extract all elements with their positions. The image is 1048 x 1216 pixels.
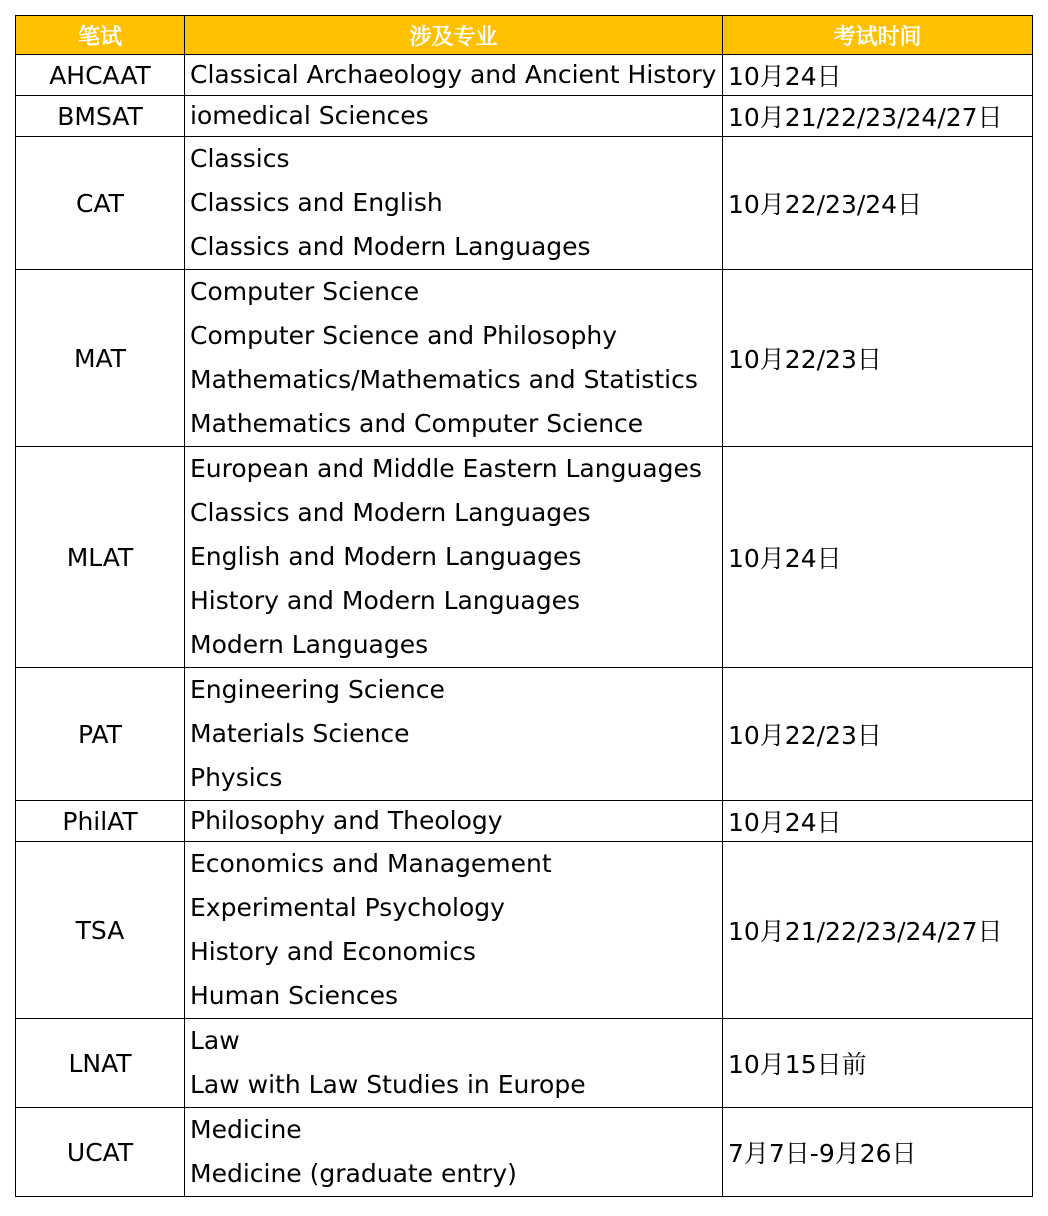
exam-date-cell: 10月21/22/23/24/27日 xyxy=(723,842,1033,1019)
header-row xyxy=(16,16,1033,55)
major-item: Law xyxy=(190,1026,240,1055)
majors-cell xyxy=(185,447,723,668)
exam-name-cell: UCAT xyxy=(16,1108,185,1197)
major-item: Experimental Psychology xyxy=(190,893,505,922)
table-row xyxy=(16,96,1033,137)
exam-date-cell: 7月7日-9月26日 xyxy=(723,1108,1033,1197)
header-exam: 笔试 xyxy=(16,16,185,55)
major-item: Physics xyxy=(190,763,283,792)
major-item: Philosophy and Theology xyxy=(190,806,503,835)
major-item: iomedical Sciences xyxy=(190,101,429,130)
major-item: Classical Archaeology and Ancient History xyxy=(190,60,717,89)
majors-cell xyxy=(185,1019,723,1108)
major-item: History and Modern Languages xyxy=(190,586,581,615)
table-row xyxy=(16,55,1033,96)
major-item: Classics and English xyxy=(190,188,443,217)
exam-table-container xyxy=(15,15,1033,1197)
exam-name-cell: MAT xyxy=(16,270,185,447)
exam-name-cell: TSA xyxy=(16,842,185,1019)
exam-name-cell: MLAT xyxy=(16,447,185,668)
exam-name-cell: LNAT xyxy=(16,1019,185,1108)
major-item: Modern Languages xyxy=(190,630,429,659)
table-body xyxy=(16,55,1033,1197)
table-row xyxy=(16,1108,1033,1197)
table-row xyxy=(16,842,1033,1019)
major-item: Medicine xyxy=(190,1115,302,1144)
exam-name-cell: AHCAAT xyxy=(16,55,185,96)
table-row xyxy=(16,137,1033,270)
table-row xyxy=(16,668,1033,801)
major-item: Classics xyxy=(190,144,290,173)
major-item: Classics and Modern Languages xyxy=(190,498,591,527)
exam-date-cell: 10月22/23/24日 xyxy=(723,137,1033,270)
majors-cell xyxy=(185,270,723,447)
header-date: 考试时间 xyxy=(723,16,1033,55)
exam-name-cell: CAT xyxy=(16,137,185,270)
major-item: Human Sciences xyxy=(190,981,399,1010)
majors-cell xyxy=(185,55,723,96)
major-item: Medicine (graduate entry) xyxy=(190,1159,517,1188)
major-item: Computer Science and Philosophy xyxy=(190,321,618,350)
exam-name-cell: PAT xyxy=(16,668,185,801)
exam-date-cell: 10月15日前 xyxy=(723,1019,1033,1108)
major-item: European and Middle Eastern Languages xyxy=(190,454,702,483)
exam-date-cell: 10月22/23日 xyxy=(723,270,1033,447)
majors-cell xyxy=(185,801,723,842)
major-item: History and Economics xyxy=(190,937,476,966)
table-row xyxy=(16,1019,1033,1108)
major-item: Law with Law Studies in Europe xyxy=(190,1070,586,1099)
exam-name-cell: BMSAT xyxy=(16,96,185,137)
header-majors: 涉及专业 xyxy=(185,16,723,55)
exam-name-cell: PhilAT xyxy=(16,801,185,842)
exam-date-cell: 10月21/22/23/24/27日 xyxy=(723,96,1033,137)
exam-date-cell: 10月24日 xyxy=(723,447,1033,668)
major-item: English and Modern Languages xyxy=(190,542,582,571)
majors-cell xyxy=(185,1108,723,1197)
major-item: Computer Science xyxy=(190,277,420,306)
major-item: Classics and Modern Languages xyxy=(190,232,591,261)
table-row xyxy=(16,801,1033,842)
table-row xyxy=(16,270,1033,447)
exam-date-cell: 10月22/23日 xyxy=(723,668,1033,801)
major-item: Materials Science xyxy=(190,719,410,748)
table-row xyxy=(16,447,1033,668)
major-item: Mathematics/Mathematics and Statistics xyxy=(190,365,698,394)
majors-cell xyxy=(185,842,723,1019)
major-item: Engineering Science xyxy=(190,675,445,704)
major-item: Economics and Management xyxy=(190,849,552,878)
majors-cell xyxy=(185,668,723,801)
major-item: Mathematics and Computer Science xyxy=(190,409,644,438)
majors-cell xyxy=(185,96,723,137)
exam-date-cell: 10月24日 xyxy=(723,55,1033,96)
exam-date-cell: 10月24日 xyxy=(723,801,1033,842)
exam-table xyxy=(15,15,1033,1197)
majors-cell xyxy=(185,137,723,270)
